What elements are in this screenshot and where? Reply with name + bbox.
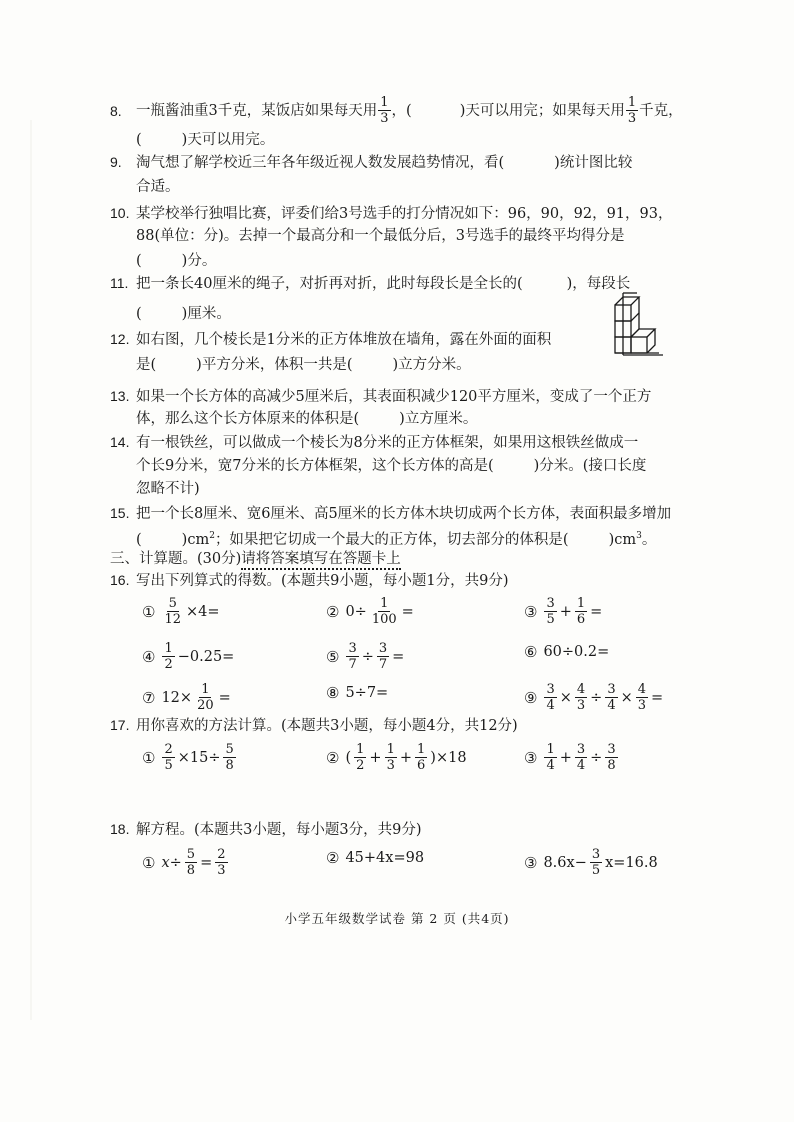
q9-number: 9. [110,154,122,170]
q10-paren-open: ( [136,253,142,269]
q12-line1 [110,329,551,350]
q16-e7-pre: 12× [161,689,193,706]
q18-expr-2 [326,848,424,868]
q10-line1 [110,203,672,224]
q15-text-e: 。 [641,531,657,548]
q10-line2 [136,226,625,246]
section-3-label: 三、计算题。(30分) [110,551,242,567]
q8-fraction-1: $\frac{1}{3}$ [380,95,389,126]
q17-e2-op-2: + [399,749,412,766]
q8-line2 [136,130,274,150]
q16-label-2: ② [326,602,340,621]
q15-number: 15. [110,505,130,521]
q13-text: 如果一个长方体的高减少5厘米后，其表面积减少120平方厘米，变成了一个正方 [136,389,652,405]
q17-number: 17. [110,717,130,733]
q17-e1-fraction-b: $\frac{5}{8}$ [225,742,234,773]
q17-e1-mid: ×15÷ [177,749,221,766]
q16-label-9: ⑨ [524,688,538,707]
q17-e1-fraction-a: $\frac{2}{5}$ [164,742,173,773]
q14-line1 [110,432,638,453]
q18-e2-text: 45+4x=98 [345,850,425,866]
q16-e7-rest: = [218,689,231,706]
q16-e2-fraction: $\frac{1}{100}$ [371,596,397,627]
section-3-heading [110,549,401,569]
q8-text-d: 千克， [639,102,683,119]
q10-text-3: )分。 [181,253,217,269]
q18-title: 解方程。(本题共3小题，每小题3分，共9分) [136,822,422,838]
q18-e1-fraction-a: $\frac{5}{8}$ [186,847,196,878]
q16-label-3: ③ [524,602,538,621]
q14-text-b: )分米。(接口长度 [533,458,647,474]
q16-e9-rest: = [651,689,664,706]
q8-fraction-2: $\frac{1}{3}$ [627,95,637,126]
q12-text-b: )平方分米，体积一共是( [196,357,353,373]
q17-title: 用你喜欢的方法计算。(本题共3小题，每小题4分，共12分) [136,718,518,734]
q18-e3-pre: 8.6x− [543,854,587,871]
q16-e9-op-1: × [559,689,572,706]
q17-title-line [110,715,518,736]
q16-e9-fraction-c: $\frac{3}{4}$ [607,682,616,713]
q14-line2 [136,456,646,476]
q14-line3 [136,479,200,499]
q15-text: 把一个长8厘米、宽6厘米、高5厘米的长方体木块切成两个长方体，表面积最多增加 [136,506,672,522]
q16-label-1: ① [142,602,156,621]
q18-title-line [110,819,422,840]
q12-line2 [136,355,471,375]
q16-label-8: ⑧ [326,684,340,702]
q16-e5-rest: = [392,648,405,665]
q17-e3-op-2: ÷ [590,749,603,766]
q8-text-b: ，( [391,102,412,119]
q9-text: 淘气想了解学校近三年各年级近视人数发展趋势情况，看( [136,155,505,171]
q14-text-a: 个长9分米，宽7分米的长方体框架，这个长方体的高是( [136,458,494,474]
q9-line1 [110,152,632,173]
q16-label-5: ⑤ [326,647,340,666]
q8-text-e: )天可以用完。 [181,132,275,148]
q12-text-c: )立方分米。 [392,357,471,373]
q17-e2-fraction-b: $\frac{1}{3}$ [386,742,395,773]
q8-text-a: 一瓶酱油重3千克，某饭店如果每天用 [136,102,378,119]
q8-line1 [110,96,683,125]
q18-e1-eq: = [200,854,213,871]
q16-e3-rest: = [590,603,603,620]
q16-e2-pre: 0÷ [345,603,367,620]
q17-expr-3 [524,743,619,772]
q15-unit-1-exponent: 2 [209,531,215,541]
q16-e3-fraction-b: $\frac{1}{6}$ [576,596,586,627]
q15-unit-2-exponent: 3 [636,531,642,541]
q16-e9-op-2: ÷ [590,689,603,706]
q16-e4-rest: −0.25= [177,648,235,665]
q12-number: 12. [110,331,130,347]
q12-text: 如右图，几个棱长是1分米的正方体堆放在墙角，露在外面的面积 [136,332,552,348]
q16-e9-fraction-b: $\frac{4}{3}$ [576,682,586,713]
q16-expr-6 [524,642,609,662]
q17-e2-fraction-a: $\frac{1}{2}$ [356,742,365,773]
q16-e5-fraction-b: $\frac{3}{7}$ [378,641,388,672]
q16-title-line [110,570,509,591]
q13-line2 [136,409,477,429]
q8-text-c: )天可以用完；如果每天用 [459,102,625,119]
q16-e9-op-3: × [620,689,633,706]
q14-text: 有一根铁丝，可以做成一个棱长为8分米的正方体框架，如果用这根铁丝做成一 [136,435,639,451]
q17-e2-fraction-c: $\frac{1}{6}$ [417,742,426,773]
q18-label-3: ③ [524,853,538,872]
q16-expr-2 [326,597,414,626]
q11-paren-open: ( [136,306,142,322]
q13-text-a: 体，那么这个长方体原来的体积是( [136,411,360,427]
q17-label-1: ① [142,748,156,767]
q16-e1-rest: ×4= [186,603,220,620]
q10-line3 [136,251,216,271]
q17-e2-op-1: + [369,749,382,766]
q15-unit-2: )cm [608,531,637,548]
q16-expr-4 [142,642,234,671]
q12-text-a: 是( [136,357,157,373]
q16-expr-9 [524,683,663,712]
q16-e2-rest: = [401,603,414,620]
q10-text: 某学校举行独唱比赛，评委们给3号选手的打分情况如下：96，90，92，91，93， [136,206,673,222]
q17-e3-fraction-c: $\frac{3}{8}$ [607,742,616,773]
q16-e3-fraction-a: $\frac{3}{5}$ [546,596,555,627]
q16-label-4: ④ [142,647,156,666]
q17-expr-2 [326,743,467,772]
q9-line2 [136,177,180,197]
q8-paren-open: ( [136,132,142,148]
q15-text-c: ；如果把它切成一个最大的正方体，切去部分的体积是( [214,531,569,548]
q14-text-3: 忽略不计) [136,481,200,497]
q18-e3-rest: x=16.8 [605,854,658,871]
q16-e7-fraction: $\frac{1}{20}$ [197,682,214,713]
q15-line2 [136,526,656,550]
q18-expr-3 [524,848,658,877]
q9-text-b: )统计图比较 [554,155,633,171]
q17-expr-1 [142,743,237,772]
q16-e6-text: 60÷0.2= [543,644,610,660]
q11-text-b: )，每段长 [566,276,631,292]
q18-number: 18. [110,821,130,837]
q15-paren-open: ( [136,531,142,548]
q17-e3-op-1: + [559,749,572,766]
q13-number: 13. [110,388,130,404]
q17-e3-fraction-b: $\frac{3}{4}$ [576,742,586,773]
q16-title: 写出下列算式的得数。(本题共9小题，每小题1分，共9分) [136,573,509,589]
q16-e5-op: ÷ [361,648,374,665]
scan-mark [30,120,32,1020]
q10-number: 10. [110,205,130,221]
q17-e2-close: )×18 [430,749,467,766]
q11-text: 把一条长40厘米的绳子，对折再对折，此时每段长是全长的( [136,276,523,292]
q15-line1 [110,503,671,524]
q16-e9-fraction-a: $\frac{3}{4}$ [546,682,555,713]
q16-expr-8 [326,683,388,703]
q16-expr-5 [326,642,404,671]
q16-e1-fraction: $\frac{5}{12}$ [164,596,181,627]
q16-e8-text: 5÷7= [345,685,389,701]
q17-label-3: ③ [524,748,538,767]
q18-e3-fraction: $\frac{3}{5}$ [591,847,601,878]
q16-label-6: ⑥ [524,643,538,661]
q16-label-7: ⑦ [142,688,156,707]
q16-e4-fraction: $\frac{1}{2}$ [164,641,173,672]
q8-number: 8. [110,102,122,119]
q13-text-b: )立方厘米。 [399,411,478,427]
q16-e5-fraction-a: $\frac{3}{7}$ [348,641,357,672]
q16-number: 16. [110,572,130,588]
stacked-cubes-figure [609,291,669,369]
q17-e2-open: ( [345,749,352,766]
q11-text-2: )厘米。 [181,306,231,322]
q9-text-2: 合适。 [136,179,180,195]
section-3-instruction: 请将答案填写在答题卡上 [241,551,401,570]
q16-e9-fraction-d: $\frac{4}{3}$ [637,682,647,713]
q17-e3-fraction-a: $\frac{1}{4}$ [546,742,555,773]
q11-number: 11. [110,275,129,291]
q18-e1-pre: x÷ [161,854,182,871]
q18-label-2: ② [326,849,340,867]
q15-unit-1: )cm [181,531,210,548]
q18-label-1: ① [142,853,156,872]
q10-text-2: 88(单位：分)。去掉一个最高分和一个最低分后，3号选手的最终平均得分是 [136,228,625,244]
q11-line1 [110,273,630,294]
q16-e3-op: + [559,603,572,620]
q14-number: 14. [110,434,130,450]
q16-expr-1 [142,597,220,626]
q18-e1-fraction-b: $\frac{2}{3}$ [217,847,226,878]
q16-expr-3 [524,597,602,626]
q11-line2 [136,304,231,324]
page-footer: 小学五年级数学试卷 第 2 页 (共4页) [284,911,510,926]
q17-label-2: ② [326,748,340,767]
q13-line1 [110,386,651,407]
q16-expr-7 [142,683,231,712]
q18-expr-1 [142,848,229,877]
